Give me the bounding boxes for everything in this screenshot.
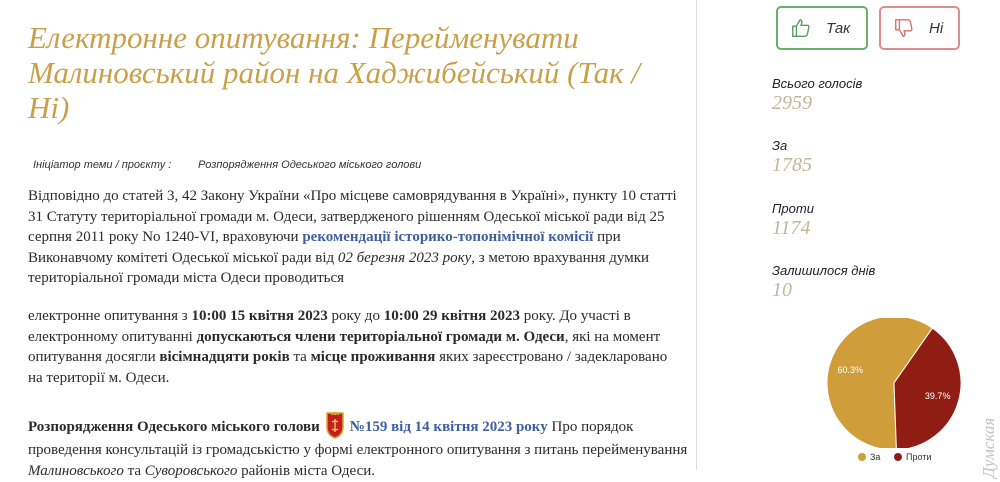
votes-against-label: Проти <box>772 201 814 216</box>
votes-for-value: 1785 <box>772 154 812 176</box>
days-left-value: 10 <box>772 279 792 301</box>
poll-sidebar <box>697 0 1000 482</box>
total-votes-label: Всього голосів <box>772 76 863 91</box>
intro-text-1: Відповідно до статей 3, 42 Закону України «Про місцеве самоврядування в Україні», пункту 10 статті 31 Статуту територіальної громади м. Одеси, затвердженого рішенням Одеської міської ради від 25 серпня 2011 року No 1240-VI, враховуючи <box>28 188 677 245</box>
page-title: Електронне опитування: Перейменувати Малиновський район на Хаджибейський (Так / Ні) <box>28 20 640 125</box>
odesa-emblem-icon <box>323 410 347 440</box>
legend-swatch-for <box>858 453 866 461</box>
paragraph-order <box>28 410 688 481</box>
conditions-text-1: електронне опитування з <box>28 308 192 324</box>
recommendation-date: 02 березня 2023 року <box>337 249 472 266</box>
initiator-value: Розпорядження Одеського міського голови <box>198 159 422 171</box>
order-text-1: Про порядок проведення консультацій із громадськістю у формі електронного опитування з питань перейменування <box>28 419 688 458</box>
district-suvorovskyi: Суворовського <box>144 462 238 479</box>
pie-label-for: 60.3% <box>837 365 864 376</box>
votes-against-value: 1174 <box>772 217 811 239</box>
order-document-link[interactable]: №159 від 14 квітня 2023 року <box>349 419 548 435</box>
conditions-text-2: року до <box>327 308 384 324</box>
conditions-text-6: яких зареєстровано / задекларовано на території м. Одеси. <box>28 349 668 386</box>
paragraph-intro <box>28 186 678 289</box>
legend-label-against: Проти <box>906 452 932 462</box>
intro-text-3: , з метою врахування думки територіальної громади міста Одеси проводиться <box>28 249 650 286</box>
thumbs-down-icon <box>893 17 915 39</box>
order-text-2: та <box>123 462 145 479</box>
conditions-text-3: року. До участі в електронному опитуванні <box>28 308 631 345</box>
vote-no-label: Ні <box>929 19 944 37</box>
votes-for-label: За <box>772 138 788 153</box>
order-title: Розпорядження Одеського міського голови <box>28 419 320 435</box>
intro-text-2: при Виконавчому комітеті Одеської міської ради від <box>28 229 621 266</box>
conditions-text-4: , які на момент опитування досягли <box>28 328 661 365</box>
poll-start-date: 10:00 15 квітня 2023 <box>191 308 328 324</box>
vote-no-button[interactable] <box>879 6 960 50</box>
paragraph-conditions <box>28 306 678 388</box>
district-malynovskyi: Малиновського <box>28 462 124 479</box>
vote-yes-button[interactable] <box>776 6 868 50</box>
legend-label-for: За <box>870 452 881 462</box>
pie-label-against: 39.7% <box>924 390 951 401</box>
eligibility-members: допускаються члени територіальної громади м. Одеси <box>196 328 565 345</box>
legend-swatch-against <box>894 453 902 461</box>
results-pie-chart <box>824 318 964 448</box>
legend-item-for <box>858 452 880 462</box>
initiator-label: Ініціатор теми / проєкту : <box>33 159 172 171</box>
watermark-text: Думская <box>979 417 998 478</box>
order-text-3: районів міста Одеси. <box>237 462 376 479</box>
vote-yes-label: Так <box>826 19 851 37</box>
poll-end-date: 10:00 29 квітня 2023 <box>383 308 520 324</box>
commission-recommendation-link[interactable]: рекомендації історико-топонімічної комісії <box>302 229 594 245</box>
legend-item-against <box>894 452 931 462</box>
thumbs-up-icon <box>790 17 812 39</box>
days-left-label: Залишилося днів <box>772 263 876 278</box>
eligibility-residence: місце проживання <box>310 349 436 365</box>
site-watermark <box>978 400 1000 480</box>
initiator-row <box>33 159 421 171</box>
eligibility-age: вісімнадцяти років <box>159 349 290 365</box>
total-votes-value: 2959 <box>772 92 812 114</box>
conditions-text-5: та <box>289 349 311 365</box>
